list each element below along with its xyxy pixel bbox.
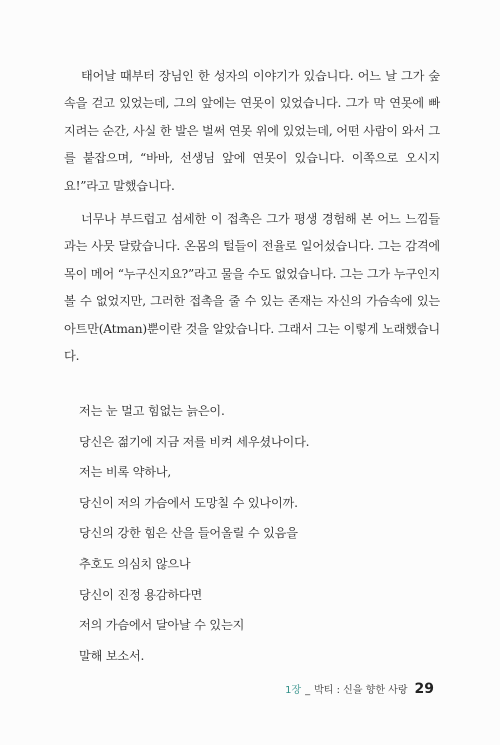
- poem-line: 당신이 진정 용감하다면: [79, 587, 203, 602]
- paragraph: 태어날 때부터 장님인 한 성자의 이야기가 있습니다. 어느 날 그가 숲속을 걷고 있었는데, 그의 앞에는 연못이 있었습니다. 그가 막 연못에 빠지려는 순간, 사실 한 발은 벌써 연못 위에 있었는데, 어떤 사람이 와서 그를 붙잡으며, “바바, 선생님 앞에 연못이 있습니다. 이쪽으로 오시지요!”라고 말했습니다.: [64, 69, 440, 193]
- page-number: 29: [414, 681, 434, 697]
- poem-line: 당신의 강한 힘은 산을 들어올릴 수 있음을: [79, 526, 298, 541]
- poem-line: 저는 비록 약하나,: [79, 465, 172, 480]
- poem-line: 당신은 젊기에 지금 저를 비켜 세우셨나이다.: [79, 434, 310, 449]
- poem-line: 저의 가슴에서 달아날 수 있는지: [79, 618, 245, 633]
- page-footer: [285, 681, 434, 697]
- poem-block: [79, 396, 439, 671]
- poem-line: 추호도 의심치 않으나: [79, 556, 191, 571]
- chapter-label: 1장: [285, 685, 302, 696]
- paragraph: 너무나 부드럽고 섬세한 이 접촉은 그가 평생 경험해 본 어느 느낌들과는 사뭇 달랐습니다. 온몸의 털들이 전율로 일어섰습니다. 그는 감격에 목이 메어 “누구신지요?”라고 물을 수도 없었습니다. 그는 그가 누구인지 볼 수 없었지만, 그러한 접촉을 줄 수 있는 존재는 자신의 가슴속에 있는 아트만(Atman)뿐이란 것을 알았습니다. 그래서 그는 이렇게 노래했습니다.: [64, 212, 440, 364]
- poem-line: 당신이 저의 가슴에서 도망칠 수 있나이까.: [79, 495, 298, 510]
- prose-section: [64, 63, 440, 376]
- footer-separator: _: [305, 685, 311, 696]
- running-head: 박티 : 신을 향한 사랑: [314, 685, 408, 696]
- poem-line: 말해 보소서.: [79, 648, 145, 663]
- poem-line: 저는 눈 멀고 힘없는 늙은이.: [79, 404, 225, 418]
